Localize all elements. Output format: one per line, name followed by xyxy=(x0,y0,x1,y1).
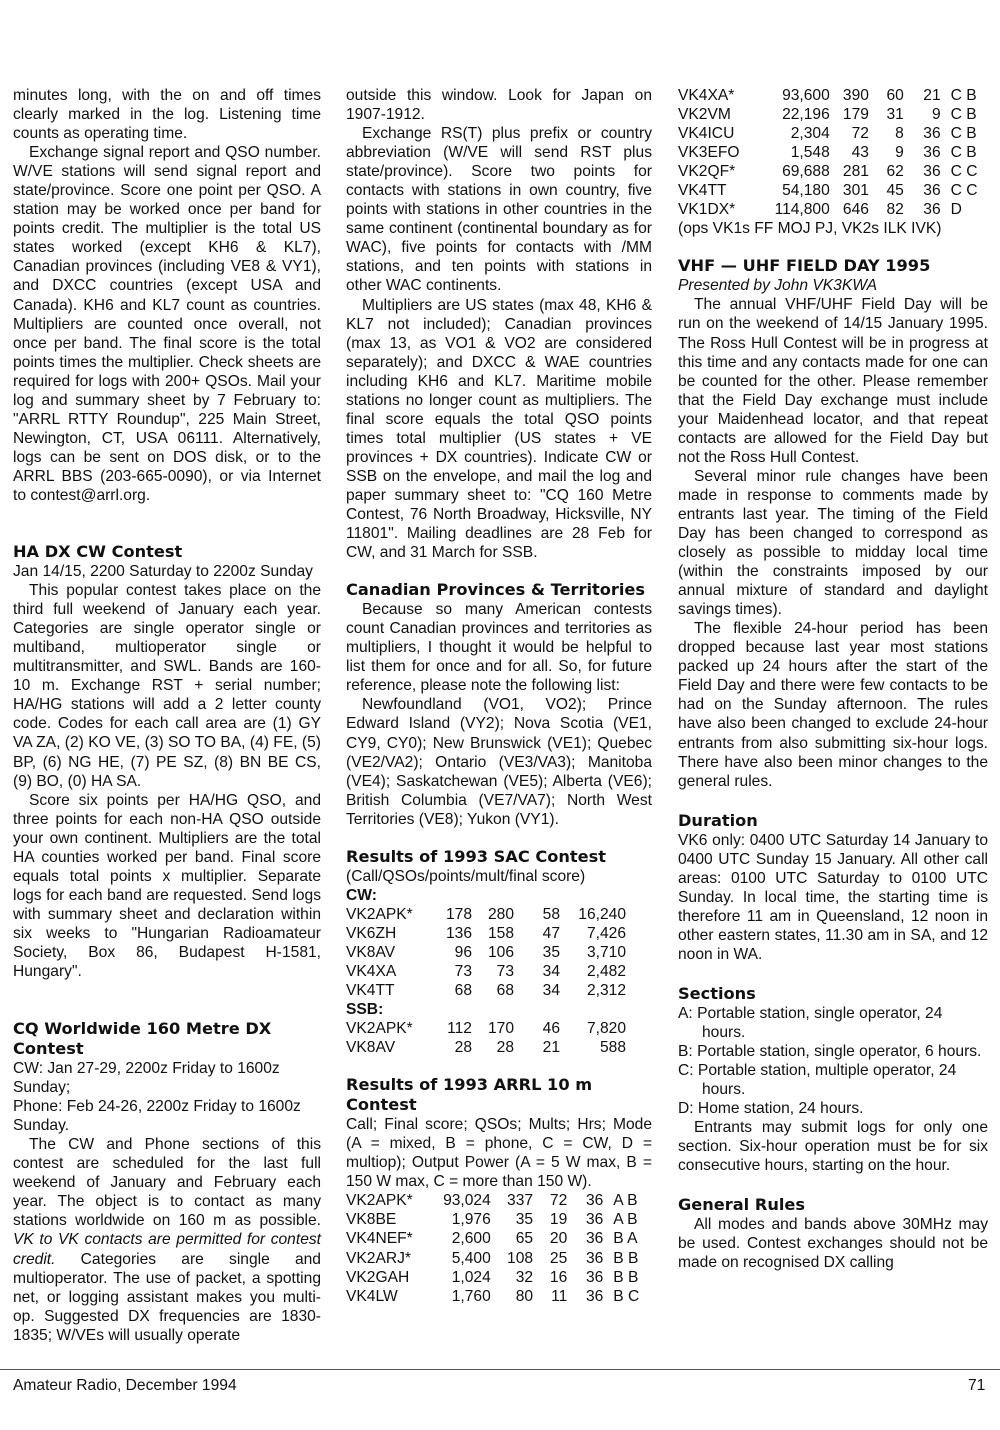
table-cell: 5,400 xyxy=(451,1249,491,1267)
table-cell: 36 xyxy=(585,1249,604,1267)
table-cell: VK4LW xyxy=(346,1287,398,1305)
table-cell: 2,482 xyxy=(586,962,626,980)
table-cell: 34 xyxy=(542,962,560,980)
table-cell: 80 xyxy=(515,1287,534,1305)
table-cell: 45 xyxy=(886,182,904,200)
table-cell: VK2QF* xyxy=(678,163,736,181)
table-cell: 34 xyxy=(542,982,560,1000)
arrl-results-table xyxy=(346,1191,652,1305)
table-cell: 588 xyxy=(599,1039,626,1057)
table-cell: VK4TT xyxy=(346,982,395,1000)
table-cell: 281 xyxy=(842,163,869,181)
ha-dx-date: Jan 14/15, 2200 Saturday to 2200z Sunday xyxy=(13,563,313,581)
table-cell: 20 xyxy=(549,1230,568,1248)
section-d: D: Home station, 24 hours. xyxy=(678,1100,864,1118)
table-cell: 646 xyxy=(842,201,869,219)
table-row xyxy=(346,1268,652,1287)
table-cell: 1,760 xyxy=(451,1287,491,1305)
table-cell: 36 xyxy=(923,201,941,219)
table-cell: A B xyxy=(613,1192,638,1210)
table-cell: 108 xyxy=(507,1249,534,1267)
table-cell: 106 xyxy=(487,943,514,961)
duration-heading: Duration xyxy=(678,810,758,830)
table-cell: 22,196 xyxy=(782,106,830,124)
ha-dx-paragraph-1: This popular contest takes place on the third full weekend of January each year. Categories are single operator single or multiband, multioperator single or multitransmitter, and SWL. Bands are 160-10 m. Exchange RST + serial number; HA/HG stations will add a 2 letter county code. Codes for each call area are (1) GY VA ZA, (2) KO VE, (3) SO TO BA, (4) FE, (5) BP, (6) NG HE, (7) PE SZ, (8) BN BE CS, (9) BO, (0) HA SA. xyxy=(13,582,321,790)
arrl-results-heading: Results of 1993 ARRL 10 m Contest xyxy=(346,1075,593,1115)
table-cell: 58 xyxy=(542,905,560,923)
table-cell: 136 xyxy=(445,924,472,942)
table-cell: 2,312 xyxy=(586,982,626,1000)
table-cell: 73 xyxy=(496,962,514,980)
table-cell: 1,976 xyxy=(451,1211,491,1229)
ha-dx-paragraph-2: Score six points per HA/HG QSO, and three points for each non-HA QSO outside your own continent. Multipliers are the total HA counties worked per band. Final score equals total points x multiplier. Separate logs for each band are requested. Send logs with summary sheet and declaration within six weeks to "Hungarian Radioamateur Society, Box 86, Budapest H-1581, Hungary". xyxy=(13,791,321,981)
table-row xyxy=(346,905,626,924)
table-cell: 54,180 xyxy=(782,182,830,200)
sac-results-heading: Results of 1993 SAC Contest xyxy=(346,846,606,866)
general-rules-heading: General Rules xyxy=(678,1195,806,1215)
table-row xyxy=(346,1229,652,1248)
table-row xyxy=(346,962,626,981)
vhf-paragraph-1: The annual VHF/UHF Field Day will be run on the weekend of 14/15 January 1995. The Ross Hull Contest will be in progress at this time and any contacts made for one can be counted for the other. Please remember that the Field Day exchange must include your Maidenhead locator, and that repeat contacts are allowed for the Field Day but not the Ross Hull Contest. xyxy=(678,296,988,466)
cq-160-text-a: The CW and Phone sections of this contest are scheduled for the last full weekend of January and February each year. The object is to contact as many stations worldwide on 160 m as possible. xyxy=(13,1136,321,1230)
table-cell: 21 xyxy=(923,87,941,104)
table-cell: 35 xyxy=(542,943,560,961)
table-cell: VK3EFO xyxy=(678,144,740,162)
table-cell: 82 xyxy=(886,201,904,219)
table-cell: 36 xyxy=(585,1287,604,1305)
cq-160-text-c: Categories are single and multioperator. The use of packet, a spotting net, or logging assistant makes you multi-op. Suggested DX frequencies are 1830-1835; W/VEs will usually operate xyxy=(13,1250,321,1344)
table-cell: 93,024 xyxy=(443,1192,491,1210)
canadian-provinces-heading: Canadian Provinces & Territories xyxy=(346,580,646,600)
table-cell: 93,600 xyxy=(782,87,830,104)
table-cell: 9 xyxy=(931,106,941,124)
table-cell: 114,800 xyxy=(774,201,830,219)
table-cell: 36 xyxy=(923,182,941,200)
table-cell: 36 xyxy=(585,1192,604,1210)
table-row xyxy=(678,105,988,124)
column-2 xyxy=(346,86,652,1306)
table-row xyxy=(346,1038,626,1057)
sac-ssb-table xyxy=(346,1019,626,1057)
table-cell: VK2VM xyxy=(678,106,731,124)
table-cell: 7,426 xyxy=(586,924,626,942)
table-cell: 179 xyxy=(842,106,869,124)
table-cell: VK8BE xyxy=(346,1211,397,1229)
table-cell: VK4ICU xyxy=(678,125,735,143)
vhf-paragraph-2: Several minor rule changes have been made in response to comments made by entrants last year. The timing of the Field Day has been changed to correspond as closely as possible to midday local time (within the constraints imposed by our annual mixture of standard and daylight savings times). xyxy=(678,467,988,619)
cq-160-heading: CQ Worldwide 160 Metre DX Contest xyxy=(13,1019,272,1059)
sections-paragraph: Entrants may submit logs for only one section. Six-hour operation must be for six consecutive hours, starting on the hour. xyxy=(678,1119,988,1175)
table-row xyxy=(346,1210,652,1229)
sections-heading: Sections xyxy=(678,983,756,1003)
table-row xyxy=(678,143,988,162)
table-cell: VK4XA xyxy=(346,962,397,980)
table-cell: 1,024 xyxy=(451,1268,491,1286)
table-cell: 43 xyxy=(851,144,869,162)
table-cell: C B xyxy=(950,87,977,104)
table-cell: 112 xyxy=(447,1020,472,1038)
table-cell: 36 xyxy=(585,1211,604,1229)
table-cell: A B xyxy=(613,1211,638,1229)
table-cell: C B xyxy=(950,106,977,124)
table-cell: 158 xyxy=(487,924,514,942)
table-cell: VK6ZH xyxy=(346,924,397,942)
table-cell: 25 xyxy=(549,1249,568,1267)
table-cell: 32 xyxy=(515,1268,534,1286)
sac-cw-table xyxy=(346,905,626,1000)
table-cell: VK8AV xyxy=(346,1039,396,1057)
table-cell: 28 xyxy=(496,1039,514,1057)
table-cell: 390 xyxy=(842,87,869,104)
cq-160-paragraph-4: Multipliers are US states (max 48, KH6 & KL7 not included); Canadian provinces (max 13, as VO1 & VO2 are considered separately); and DXCC & WAE countries including KH6 and KL7. Maritime mobile stations no longer count as multipliers. The final score equals the total QSO points times total multiplier (US states + VE provinces + DX countries). Indicate CW or SSB on the envelope, and mail the log and paper summary sheet to: "CQ 160 Metre Contest, 76 North Broadway, Hicksville, NY 11801". Mailing deadlines are 28 Feb for CW, and 31 March for SSB. xyxy=(346,296,652,562)
sac-cw-label: CW: xyxy=(346,886,377,904)
table-cell: 2,600 xyxy=(451,1230,491,1248)
table-cell: 7,820 xyxy=(586,1020,626,1038)
table-cell: 68 xyxy=(496,982,514,1000)
table-row xyxy=(346,981,626,1000)
canadian-paragraph-1: Because so many American contests count Canadian provinces and territories as multipliers, I thought it would be helpful to list them for once and for all. So, for future reference, please note the following list: xyxy=(346,601,652,695)
table-cell: 36 xyxy=(585,1230,604,1248)
table-cell: 178 xyxy=(445,905,472,923)
table-cell: 31 xyxy=(886,106,904,124)
table-row xyxy=(346,1249,652,1268)
table-cell: 65 xyxy=(515,1230,534,1248)
arrl-caption: Call; Final score; QSOs; Mults; Hrs; Mode (A = mixed, B = phone, C = CW, D = multiop); Output Power (A = 5 W max, B = 150 W max, C = more than 150 W). xyxy=(346,1116,652,1191)
table-cell: VK1DX* xyxy=(678,201,736,219)
rtty-paragraph-1: minutes long, with the on and off times clearly marked in the log. Listening time counts as operating time. xyxy=(13,87,321,143)
table-cell: VK2GAH xyxy=(346,1268,410,1286)
table-cell: 72 xyxy=(549,1192,568,1210)
cq-160-text-b: VK to VK contacts are permitted for contest credit. xyxy=(13,1231,321,1268)
table-cell: 60 xyxy=(886,87,904,104)
table-cell: 36 xyxy=(923,144,941,162)
table-cell: B B xyxy=(613,1249,639,1267)
sac-ssb-label: SSB: xyxy=(346,1001,384,1019)
duration-paragraph: VK6 only: 0400 UTC Saturday 14 January to 0400 UTC Sunday 15 January. All other call areas: 0100 UTC Saturday to 0100 UTC Sunday. In local time, the starting time is therefore 11 am in Queensland, 12 noon in other eastern states, 11.30 am in SA, and 12 noon in WA. xyxy=(678,831,988,963)
table-cell: 96 xyxy=(454,943,472,961)
vhf-uhf-heading: VHF — UHF FIELD DAY 1995 xyxy=(678,256,931,276)
table-row xyxy=(346,943,626,962)
table-cell: C B xyxy=(950,125,977,143)
column-3 xyxy=(678,86,988,1273)
table-cell: VK4TT xyxy=(678,182,727,200)
cq-160-paragraph-1 xyxy=(13,1135,321,1345)
table-row xyxy=(346,1287,652,1306)
table-cell: 36 xyxy=(923,163,941,181)
table-cell: 301 xyxy=(842,182,869,200)
table-cell: 11 xyxy=(551,1287,568,1305)
footer-rule xyxy=(0,1369,1000,1370)
cq-160-phone-date: Phone: Feb 24-26, 2200z Friday to 1600z Sunday. xyxy=(13,1098,301,1135)
table-cell: 62 xyxy=(886,163,904,181)
table-cell: D xyxy=(950,201,962,219)
cq-160-paragraph-3: Exchange RS(T) plus prefix or country abbreviation (W/VE will send RST plus state/province). Score two points for contacts with stations in own country, five points with stations in other countries in the same continent (continental boundary as for WAC), five points for contacts with /MM stations, and ten points with stations in other WAC continents. xyxy=(346,125,652,295)
table-cell: 21 xyxy=(542,1039,560,1057)
table-cell: 69,688 xyxy=(782,163,830,181)
table-cell: 68 xyxy=(454,982,472,1000)
table-row xyxy=(346,1191,652,1210)
table-cell: B C xyxy=(613,1287,640,1305)
table-cell: B B xyxy=(613,1268,639,1286)
cq-160-cw-date: CW: Jan 27-29, 2200z Friday to 1600z Sunday; xyxy=(13,1060,280,1097)
footer-publication: Amateur Radio, December 1994 xyxy=(13,1377,237,1394)
table-cell: 36 xyxy=(585,1268,604,1286)
column-1 xyxy=(13,86,321,1345)
sac-caption: (Call/QSOs/points/mult/final score) xyxy=(346,867,586,885)
table-cell: VK2APK* xyxy=(346,1192,413,1210)
table-row xyxy=(678,86,988,105)
table-cell: VK4NEF* xyxy=(346,1230,413,1248)
footer-page-number: 71 xyxy=(968,1377,986,1394)
table-cell: C C xyxy=(950,182,978,200)
table-row xyxy=(678,124,988,143)
table-row xyxy=(346,1019,626,1038)
table-cell: 19 xyxy=(549,1211,568,1229)
table-cell: 47 xyxy=(542,924,560,942)
section-b: B: Portable station, single operator, 6 hours. xyxy=(678,1043,982,1061)
rtty-paragraph-2: Exchange signal report and QSO number. W/VE stations will send signal report and state/province. Score one point per QSO. A station may be worked once per band for points credit. The multiplier is the total US states worked (except KH6 & KL7), Canadian provinces (including VE8 & VY1), and DXCC countries (except USA and Canada). KH6 and KL7 count as countries. Multipliers are counted once overall, not once per band. The final score is the total points times the multiplier. Check sheets are required for logs with 200+ QSOs. Mail your log and summary sheet by 7 February to: "ARRL RTTY Roundup", 225 Main Street, Newington, CT, USA 06111. Alternatively, logs can be sent on DOS disk, or to the ARRL BBS (203-665-0090), or via Internet to contest@arrl.org. xyxy=(13,144,321,504)
table-cell: 73 xyxy=(454,962,472,980)
canadian-paragraph-2: Newfoundland (VO1, VO2); Prince Edward Island (VY2); Nova Scotia (VE1, CY9, CY0); New Brunswick (VE1); Quebec (VE2/VA2); Ontario (VE3/VA3); Manitoba (VE4); Saskatchewan (VE5); Alberta (VE6); British Columbia (VE7/VA7); North West Territories (VE8); Yukon (VY1). xyxy=(346,696,652,828)
table-cell: 170 xyxy=(487,1020,514,1038)
table-cell: 46 xyxy=(542,1020,560,1038)
table-cell: 36 xyxy=(923,125,941,143)
table-row xyxy=(346,924,626,943)
table-cell: 28 xyxy=(454,1039,472,1057)
table-cell: 72 xyxy=(851,125,869,143)
general-rules-paragraph: All modes and bands above 30MHz may be used. Contest exchanges should not be made on recognised DX calling xyxy=(678,1216,988,1272)
table-cell: 280 xyxy=(487,905,514,923)
arrl-results-table-continued xyxy=(678,86,988,219)
table-row xyxy=(678,181,988,200)
vhf-byline: Presented by John VK3KWA xyxy=(678,277,878,295)
vhf-paragraph-3: The flexible 24-hour period has been dropped because last year most stations packed up 24 hours after the start of the Field Day and there were few contacts to be had on the Sunday afternoon. The rules have also been changed to exclude 24-hour entrants from also submitting six-hour logs. There have also been minor changes to the general rules. xyxy=(678,620,988,790)
table-cell: VK2APK* xyxy=(346,1020,413,1038)
table-cell: 16 xyxy=(549,1268,568,1286)
section-c: C: Portable station, multiple operator, 24 hours. xyxy=(678,1062,957,1099)
table-cell: 1,548 xyxy=(790,144,830,162)
table-cell: 16,240 xyxy=(578,905,626,923)
ha-dx-heading: HA DX CW Contest xyxy=(13,542,183,562)
table-cell: 35 xyxy=(515,1211,534,1229)
table-cell: 337 xyxy=(507,1192,534,1210)
table-cell: 9 xyxy=(895,144,904,162)
table-cell: C C xyxy=(950,163,978,181)
table-cell: VK2ARJ* xyxy=(346,1249,412,1267)
table-cell: C B xyxy=(950,144,977,162)
table-row xyxy=(678,200,988,219)
table-cell: 8 xyxy=(895,125,904,143)
table-row xyxy=(678,162,988,181)
cq-160-paragraph-2: outside this window. Look for Japan on 1907-1912. xyxy=(346,87,652,124)
table-cell: VK8AV xyxy=(346,943,396,961)
table-cell: 3,710 xyxy=(586,943,626,961)
table-cell: B A xyxy=(613,1230,638,1248)
arrl-ops-note: (ops VK1s FF MOJ PJ, VK2s ILK IVK) xyxy=(678,220,942,238)
section-a: A: Portable station, single operator, 24 hours. xyxy=(678,1004,943,1042)
table-cell: 2,304 xyxy=(790,125,830,143)
table-cell: VK4XA* xyxy=(678,87,735,104)
table-cell: VK2APK* xyxy=(346,905,413,923)
